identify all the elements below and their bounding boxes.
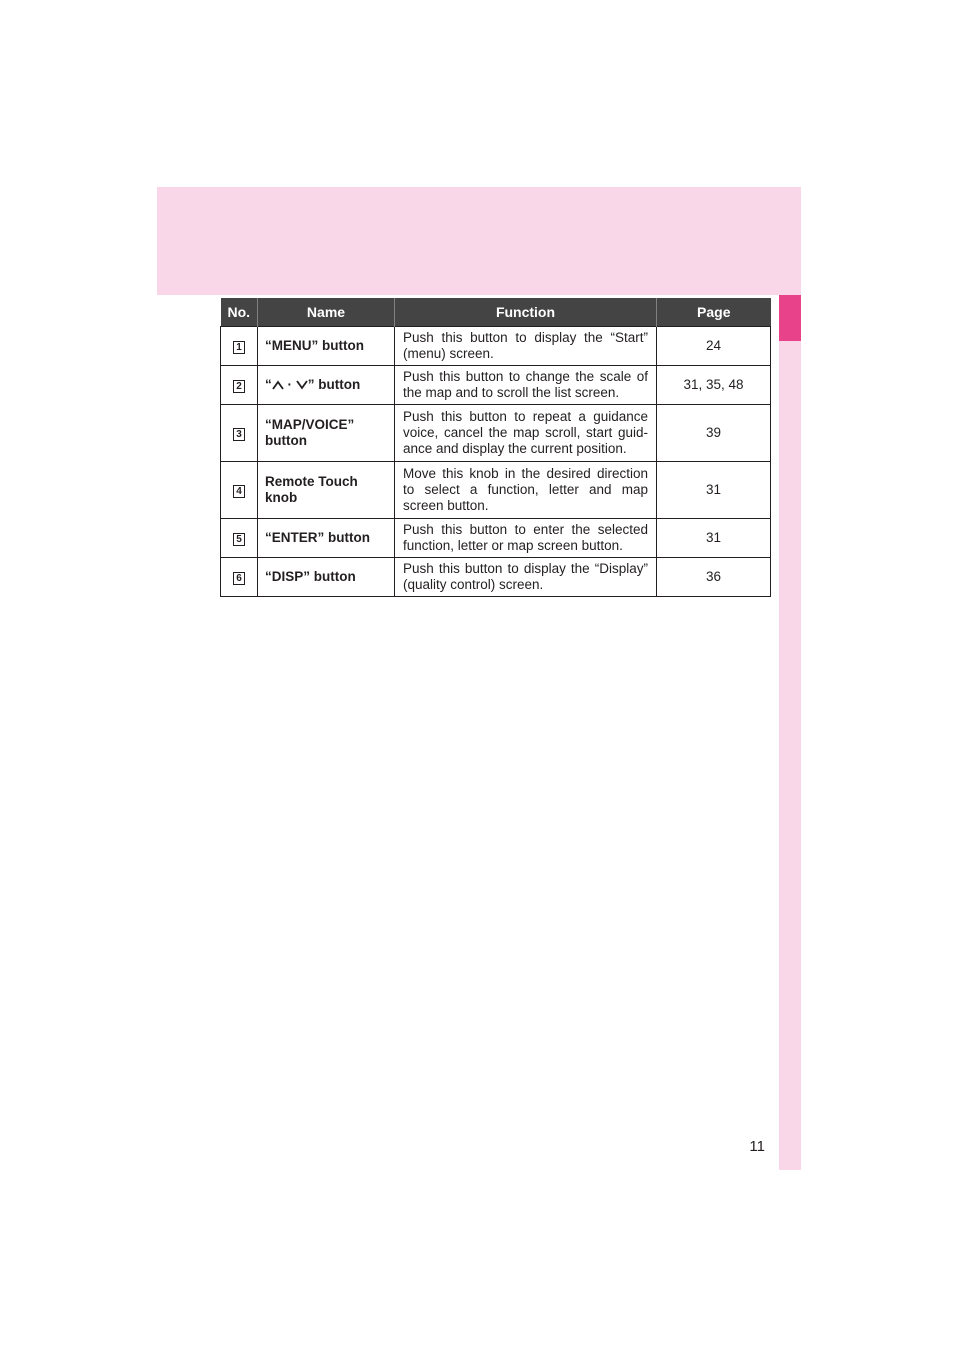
row-name: “ENTER” button — [258, 518, 395, 557]
row-page: 31 — [657, 518, 771, 557]
row-name: “MAP/VOICE” button — [258, 404, 395, 461]
name-suffix: ” button — [307, 376, 361, 392]
row-function: Push this button to enter the selected function, letter or map screen button. — [395, 518, 657, 557]
column-header-no: No. — [221, 298, 258, 326]
section-tab — [779, 295, 801, 341]
column-header-name: Name — [258, 298, 395, 326]
header-band — [157, 187, 801, 295]
row-number-cell — [221, 518, 258, 557]
row-page: 31, 35, 48 — [657, 365, 771, 404]
name-separator: · — [283, 376, 296, 392]
column-header-function: Function — [395, 298, 657, 326]
name-open-quote: “ — [265, 376, 272, 392]
table-row — [221, 326, 771, 365]
row-page: 24 — [657, 326, 771, 365]
row-number-cell — [221, 461, 258, 518]
side-strip — [779, 295, 801, 1170]
row-number-cell — [221, 404, 258, 461]
row-function: Push this button to display the “Display” (quality control) screen. — [395, 557, 657, 596]
row-number: 1 — [233, 341, 245, 354]
row-function: Push this button to display the “Start” (menu) screen. — [395, 326, 657, 365]
controls-table — [220, 298, 771, 597]
row-name — [258, 365, 395, 404]
row-number-cell — [221, 365, 258, 404]
page-number: 11 — [749, 1138, 765, 1155]
row-number-cell — [221, 326, 258, 365]
row-name: Remote Touch knob — [258, 461, 395, 518]
table-row — [221, 518, 771, 557]
row-page: 31 — [657, 461, 771, 518]
caret-up-icon — [272, 380, 284, 390]
row-number: 3 — [233, 428, 245, 441]
table-row — [221, 365, 771, 404]
row-name: “MENU” button — [258, 326, 395, 365]
row-number-cell — [221, 557, 258, 596]
row-function: Push this button to change the scale of the map and to scroll the list screen. — [395, 365, 657, 404]
table-row — [221, 461, 771, 518]
row-number: 2 — [233, 380, 245, 393]
row-number: 6 — [233, 572, 245, 585]
row-name: “DISP” button — [258, 557, 395, 596]
table-row — [221, 404, 771, 461]
row-number: 4 — [233, 485, 245, 498]
table-header-row — [221, 298, 771, 326]
row-page: 39 — [657, 404, 771, 461]
row-function: Move this knob in the desired direction to select a function, letter and map screen button. — [395, 461, 657, 518]
table-row — [221, 557, 771, 596]
row-number: 5 — [233, 533, 245, 546]
row-function: Push this button to repeat a guidance voice, cancel the map scroll, start guid-ance and display the current position. — [395, 404, 657, 461]
column-header-page: Page — [657, 298, 771, 326]
row-page: 36 — [657, 557, 771, 596]
caret-down-icon — [296, 380, 308, 390]
